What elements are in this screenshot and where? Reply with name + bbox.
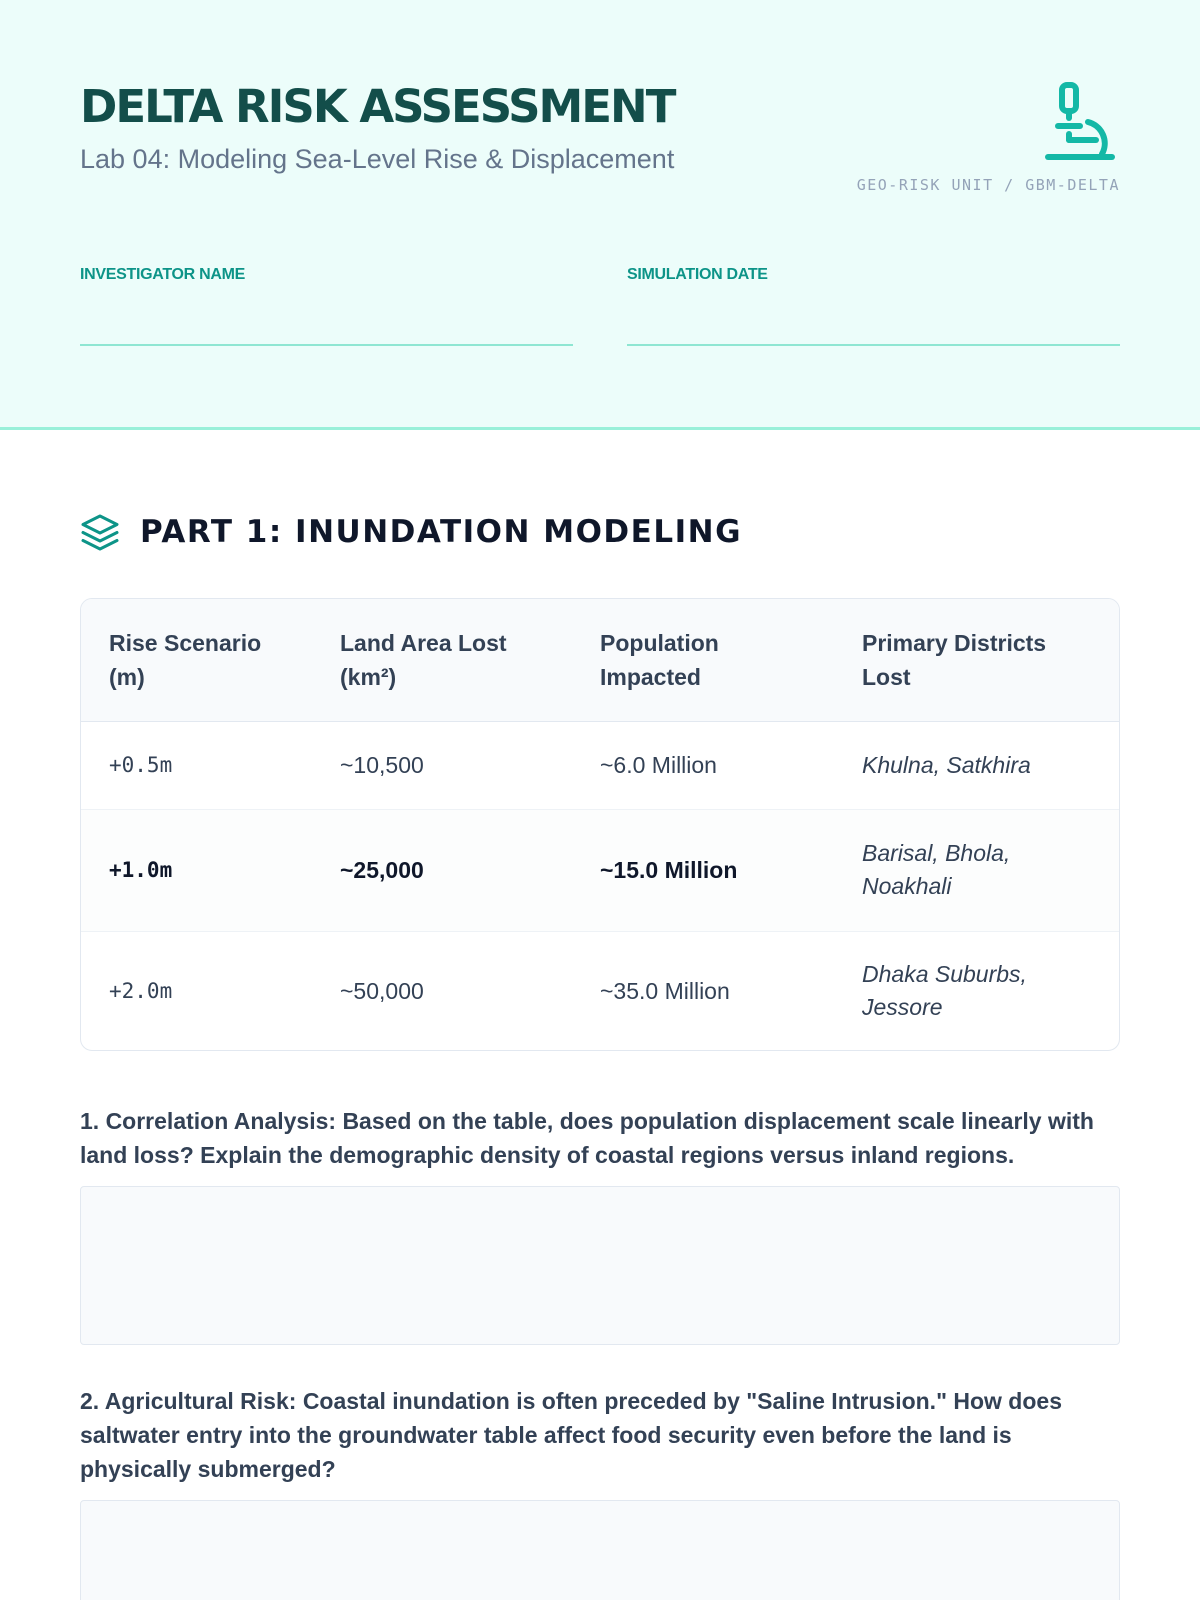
- simulation-date-label: SIMULATION DATE: [627, 266, 768, 283]
- section-title: PART 1: INUNDATION MODELING: [140, 514, 743, 550]
- cell-area: ~50,000: [340, 977, 424, 1004]
- question-1-prompt: 1. Correlation Analysis: Based on the table, does population displacement scale linearly with land loss? Explain the demographic density of coastal regions versus inland regions.: [80, 1108, 1094, 1168]
- cell-scenario: +1.0m: [81, 809, 312, 931]
- table-header-row: [81, 599, 1120, 721]
- cell-districts: Dhaka Suburbs, Jessore: [862, 961, 1027, 1021]
- cell-population: ~6.0 Million: [572, 721, 834, 809]
- cell-districts: Khulna, Satkhira: [834, 721, 1120, 809]
- question-2-prompt: 2. Agricultural Risk: Coastal inundation is often preceded by "Saline Intrusion." How does saltwater entry into the groundwater table affect food security even before the land is physically submerged?: [80, 1388, 1062, 1482]
- simulation-date-field[interactable]: [627, 344, 1120, 346]
- column-header-land-area: Land Area Lost (km²): [312, 599, 572, 721]
- investigator-label: INVESTIGATOR NAME: [80, 266, 245, 283]
- cell-area: ~10,500: [312, 721, 572, 809]
- cell-population: ~15.0 Million: [572, 809, 834, 931]
- cell-population: ~35.0 Million: [600, 977, 730, 1004]
- cell-districts: Barisal, Bhola, Noakhali: [834, 809, 1120, 931]
- worksheet-header: [0, 0, 1200, 430]
- layers-icon: [80, 513, 120, 553]
- question-2-answer-box[interactable]: [80, 1500, 1120, 1600]
- cell-scenario: +0.5m: [81, 721, 312, 809]
- column-header-rise-scenario: Rise Scenario (m): [81, 599, 312, 721]
- table-row: [81, 931, 1120, 1051]
- table-row: [81, 721, 1120, 809]
- column-header-population: Population Impacted: [572, 599, 834, 721]
- investigator-name-field[interactable]: [80, 344, 573, 346]
- page-subtitle: Lab 04: Modeling Sea-Level Rise & Displacement: [80, 144, 675, 174]
- cell-area: ~25,000: [312, 809, 572, 931]
- part1-heading: [80, 508, 1120, 558]
- table-row-highlighted: [81, 809, 1120, 931]
- question-1-answer-box[interactable]: [80, 1186, 1120, 1345]
- page-title: DELTA RISK ASSESSMENT: [80, 80, 675, 133]
- column-header-districts: Primary Districts Lost: [834, 599, 1120, 721]
- inundation-table: [80, 598, 1120, 1051]
- unit-code: GEO-RISK UNIT / GBM-DELTA: [856, 176, 1120, 194]
- cell-scenario: +2.0m: [109, 978, 173, 1003]
- microscope-icon: [1044, 82, 1116, 162]
